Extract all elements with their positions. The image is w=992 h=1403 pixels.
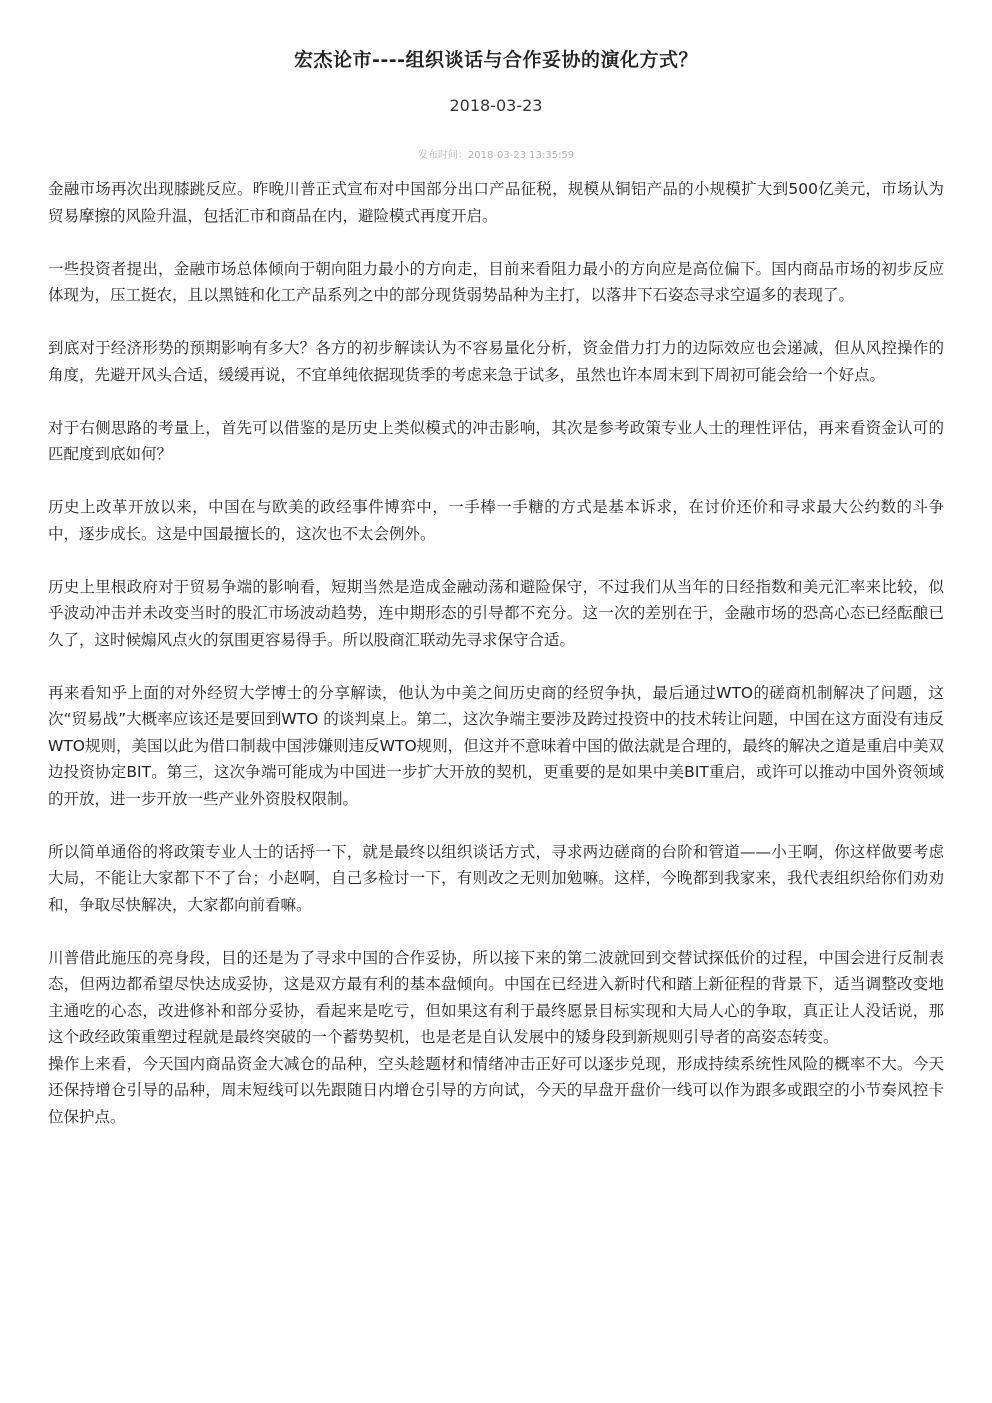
- article-paragraph: 对于右侧思路的考量上，首先可以借鉴的是历史上类似模式的冲击影响，其次是参考政策专业人士的理性评估，再来看资金认可的匹配度到底如何？: [48, 418, 944, 463]
- article-paragraph: 历史上改革开放以来，中国在与欧美的政经事件博弈中，一手棒一手糖的方式是基本诉求，在讨价还价和寻求最大公约数的斗争中，逐步成长。这是中国最擅长的，这次也不太会例外。: [48, 498, 944, 543]
- article-title: 宏杰论市----组织谈话与合作妥协的演化方式？: [293, 49, 699, 71]
- article-paragraph: 所以简单通俗的将政策专业人士的话捋一下，就是最终以组织谈话方式，寻求两边磋商的台阶和管道——小王啊，你这样做要考虑大局，不能让大家都下不了台；小赵啊，自己多检讨一下，有则改之无则加勉嘛。这样，今晚都到我家来，我代表组织给你们劝劝和，争取尽快解决，大家都向前看嘛。: [48, 842, 944, 914]
- article-paragraph: 一些投资者提出，金融市场总体倾向于朝向阻力最小的方向走，目前来看阻力最小的方向应是高位偏下。国内商品市场的初步反应体现为，压工挺农，且以黑链和化工产品系列之中的部分现货弱势品种为主打，以落井下石姿态寻求空逼多的表现了。: [48, 259, 944, 304]
- publish-time: 2018-03-23 13:35:59: [467, 150, 575, 161]
- article-paragraph: 到底对于经济形势的预期影响有多大？各方的初步解读认为不容易量化分析，资金借力打力的边际效应也会递减，但从风控操作的角度，先避开风头合适，缓缓再说，不宜单纯依据现货季的考虑来急于试多，虽然也许本周末到下周初可能会给一个好点。: [48, 339, 944, 384]
- article-paragraph: 历史上里根政府对于贸易争端的影响看，短期当然是造成金融动荡和避险保守，不过我们从当年的日经指数和美元汇率来比较，似乎波动冲击并未改变当时的股汇市场波动趋势，连中期形态的引导都不充分。这一次的差别在于，金融市场的恐高心态已经酝酿已久了，这时候煽风点火的氛围更容易得手。所以股商汇联动先寻求保守合适。: [48, 577, 944, 649]
- article-paragraph: 再来看知乎上面的对外经贸大学博士的分享解读，他认为中美之间历史商的经贸争执，最后通过WTO的磋商机制解决了问题，这次“贸易战”大概率应该还是要回到WTO 的谈判桌上。第二，这次争端主要涉及跨过投资中的技术转让问题，中国在这方面没有违反WTO规则，美国以此为借口制裁中国涉嫌则违反WTO规则，但这并不意味着中国的做法就是合理的，最终的解决之道是重启中美双边投资协定BIT。第三，这次争端可能成为中国进一步扩大开放的契机，更重要的是如果中美BIT重启，或许可以推动中国外资领域的开放，进一步开放一些产业外资股权限制。: [48, 683, 944, 808]
- article-paragraph: 金融市场再次出现膝跳反应。昨晚川普正式宣布对中国部分出口产品征税，规模从铜铝产品的小规模扩大到500亿美元，市场认为贸易摩擦的风险升温，包括汇市和商品在内，避险模式再度开启。: [48, 180, 944, 225]
- publish-info: [0, 149, 992, 163]
- article-paragraph: 操作上来看，今天国内商品资金大减仓的品种，空头趁题材和情绪冲击正好可以逐步兑现，形成持续系统性风险的概率不大。今天还保持增仓引导的品种，周末短线可以先跟随日内增仓引导的方向试，今天的早盘开盘价一线可以作为跟多或跟空的小节奏风控卡位保护点。: [48, 1054, 944, 1126]
- publish-label: 发布时间：: [417, 150, 468, 161]
- article-date: 2018-03-23: [449, 96, 543, 115]
- article-body: [48, 176, 944, 1157]
- article-paragraph: 川普借此施压的亮身段，目的还是为了寻求中国的合作妥协，所以接下来的第二波就回到交替试探低价的过程，中国会进行反制表态，但两边都希望尽快达成妥协，这是双方最有利的基本盘倾向。中国在已经进入新时代和踏上新征程的背景下，适当调整改变地主通吃的心态，改进修补和部分妥协，看起来是吃亏，但如果这有利于最终愿景目标实现和大局人心的争取，真正让人没话说，那这个政经政策重塑过程就是最终突破的一个蓄势契机，也是老是自认发展中的矮身段到新规则引导者的高姿态转变。: [48, 948, 944, 1046]
